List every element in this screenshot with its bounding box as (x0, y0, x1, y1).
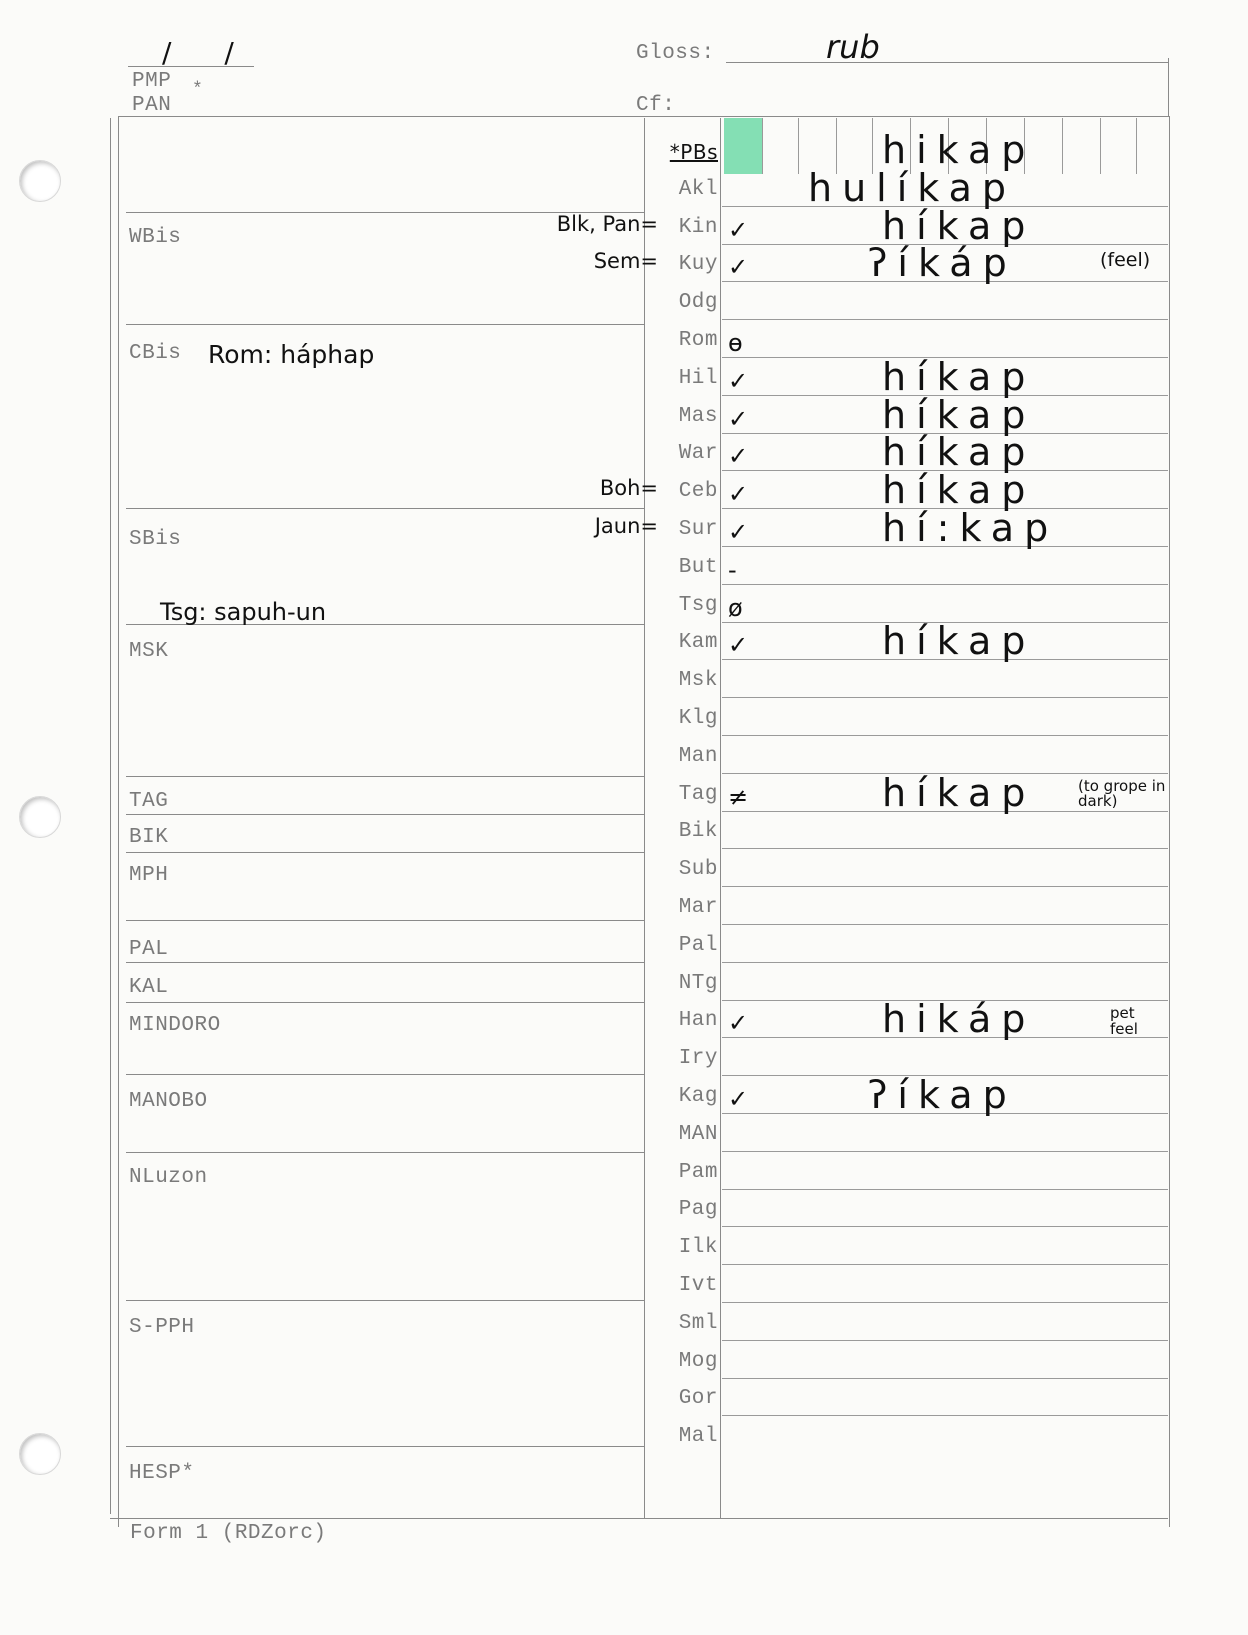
language-code: Sub (678, 858, 718, 881)
reflex-form: hí:kap (882, 506, 1059, 550)
language-code: Pag (678, 1198, 718, 1221)
language-code: Sml (678, 1312, 718, 1335)
row-line (722, 848, 1168, 849)
cognate-prefix: Sem= (593, 249, 658, 273)
date-field: / / (162, 36, 256, 69)
section-label-nluzon: NLuzon (129, 1166, 208, 1189)
grid-cell-line (798, 118, 799, 174)
language-code: MAN (678, 1123, 718, 1146)
status-mark: ø (728, 594, 743, 622)
language-code: Akl (678, 178, 718, 201)
column-divider-left (644, 118, 645, 1518)
reflex-form: híkap (882, 771, 1036, 815)
status-mark: - (728, 556, 737, 584)
section-label-kal: KAL (129, 976, 169, 999)
language-code: Iry (678, 1047, 718, 1070)
status-mark: ө (728, 329, 743, 357)
language-code: Sur (678, 518, 718, 541)
row-line (722, 1378, 1168, 1379)
language-code: Kam (678, 631, 718, 654)
row-line (722, 735, 1168, 736)
language-code: Mas (678, 405, 718, 428)
status-mark: ✓ (728, 367, 749, 395)
pmp-star: * (192, 80, 204, 100)
cf-label: Cf: (636, 94, 676, 117)
language-code: Kin (678, 216, 718, 239)
section-divider (126, 852, 644, 853)
language-code: War (678, 442, 718, 465)
column-divider-right (720, 118, 721, 1518)
section-divider (126, 920, 644, 921)
status-mark: ✓ (728, 216, 749, 244)
section-divider (126, 1002, 644, 1003)
language-code: Kag (678, 1085, 718, 1108)
reflex-form: híkap (882, 393, 1036, 437)
status-mark: ✓ (728, 1009, 749, 1037)
section-label-wbis: WBis (129, 226, 182, 249)
section-label-msk: MSK (129, 640, 169, 663)
pmp-label: PMP (132, 70, 172, 93)
frame-outer-left (110, 118, 111, 1514)
status-mark: ✓ (728, 1085, 749, 1113)
status-mark: ✓ (728, 631, 749, 659)
language-code: Rom (678, 329, 718, 352)
row-line (722, 1151, 1168, 1152)
status-mark: ✓ (728, 518, 749, 546)
reflex-form: hulíkap (808, 166, 1017, 210)
cognate-prefix: Boh= (599, 476, 658, 500)
language-code: Msk (678, 669, 718, 692)
reflex-form: híkap (882, 468, 1036, 512)
date-underline (128, 66, 254, 67)
section-label-hesp: HESP* (129, 1462, 195, 1485)
language-code: Mar (678, 896, 718, 919)
cf-box-right (1168, 58, 1169, 116)
row-line (722, 1415, 1168, 1416)
frame-bottom (110, 1518, 1168, 1519)
language-code: Tag (678, 783, 718, 806)
status-mark: ≠ (728, 783, 749, 811)
section-label-pal: PAL (129, 938, 169, 961)
gloss-note: (feel) (1100, 249, 1151, 271)
language-code: Gor (678, 1387, 718, 1410)
reflex-form: híkap (882, 204, 1036, 248)
gloss-note: pet feel (1110, 1004, 1138, 1038)
punch-hole-bottom (19, 1433, 61, 1475)
row-line (722, 962, 1168, 963)
section-divider (126, 1152, 644, 1153)
language-code: Mal (678, 1425, 718, 1448)
status-mark: ✓ (728, 405, 749, 433)
row-line (722, 1302, 1168, 1303)
section-divider (126, 508, 644, 509)
language-code: Odg (678, 291, 718, 314)
language-code: Tsg (678, 594, 718, 617)
row-line (722, 1340, 1168, 1341)
status-mark: ✓ (728, 253, 749, 281)
cognate-prefix: Blk, Pan= (556, 212, 658, 236)
row-line (722, 1264, 1168, 1265)
section-note-sbis: Tsg: sapuh-un (160, 598, 327, 626)
language-code: Ivt (678, 1274, 718, 1297)
section-divider (126, 962, 644, 963)
section-divider (126, 814, 644, 815)
pan-label: PAN (132, 94, 172, 117)
reflex-form: ʔíkáp (868, 241, 1017, 285)
language-code: *PBs (669, 140, 718, 164)
section-label-tag: TAG (129, 790, 169, 813)
reflex-form: híkap (882, 355, 1036, 399)
reflex-form: híkap (882, 619, 1036, 663)
row-line (722, 924, 1168, 925)
row-line (722, 584, 1168, 585)
section-divider (126, 1446, 644, 1447)
status-mark: ✓ (728, 442, 749, 470)
section-label-sbis: SBis (129, 528, 182, 551)
row-line (722, 697, 1168, 698)
section-label-mph: MPH (129, 864, 169, 887)
form-label: Form 1 (RDZorc) (130, 1522, 327, 1545)
row-line (722, 1226, 1168, 1227)
language-code: Hil (678, 367, 718, 390)
language-code: NTg (678, 972, 718, 995)
section-divider (126, 324, 644, 325)
gloss-note: (to grope in dark) (1078, 777, 1166, 810)
section-divider (126, 776, 644, 777)
row-line (722, 319, 1168, 320)
section-label-cbis: CBis (129, 342, 182, 365)
grid-cell-line (762, 118, 763, 174)
highlight-mark (724, 118, 762, 174)
language-code: Bik (678, 820, 718, 843)
language-code: Kuy (678, 253, 718, 276)
cognate-prefix: Jaun= (594, 514, 658, 538)
punch-hole-top (19, 160, 61, 202)
grid-cell-line (1100, 118, 1101, 174)
reflex-form: ʔíkap (868, 1073, 1017, 1117)
punch-hole-middle (19, 796, 61, 838)
section-divider (126, 1300, 644, 1301)
language-code: Mog (678, 1350, 718, 1373)
section-label-mindoro: MINDORO (129, 1014, 221, 1037)
language-code: Ilk (678, 1236, 718, 1259)
language-code: Ceb (678, 480, 718, 503)
status-mark: ✓ (728, 480, 749, 508)
gloss-value: rub (826, 28, 880, 66)
gloss-label: Gloss: (636, 42, 715, 65)
grid-cell-line (1136, 118, 1137, 174)
reflex-form: hikáp (882, 997, 1036, 1041)
reflex-form: hikap (882, 128, 1036, 172)
section-note-cbis: Rom: háphap (208, 340, 375, 369)
section-label-bik: BIK (129, 826, 169, 849)
language-code: But (678, 556, 718, 579)
gloss-underline (726, 62, 1168, 63)
section-label-spph: S-PPH (129, 1316, 195, 1339)
grid-cell-line (1062, 118, 1063, 174)
row-line (722, 886, 1168, 887)
language-code: Pal (678, 934, 718, 957)
language-code: Han (678, 1009, 718, 1032)
reflex-form: híkap (882, 430, 1036, 474)
section-divider (126, 1074, 644, 1075)
row-line (722, 1189, 1168, 1190)
language-code: Pam (678, 1161, 718, 1184)
language-code: Klg (678, 707, 718, 730)
section-label-manobo: MANOBO (129, 1090, 208, 1113)
language-code: Man (678, 745, 718, 768)
